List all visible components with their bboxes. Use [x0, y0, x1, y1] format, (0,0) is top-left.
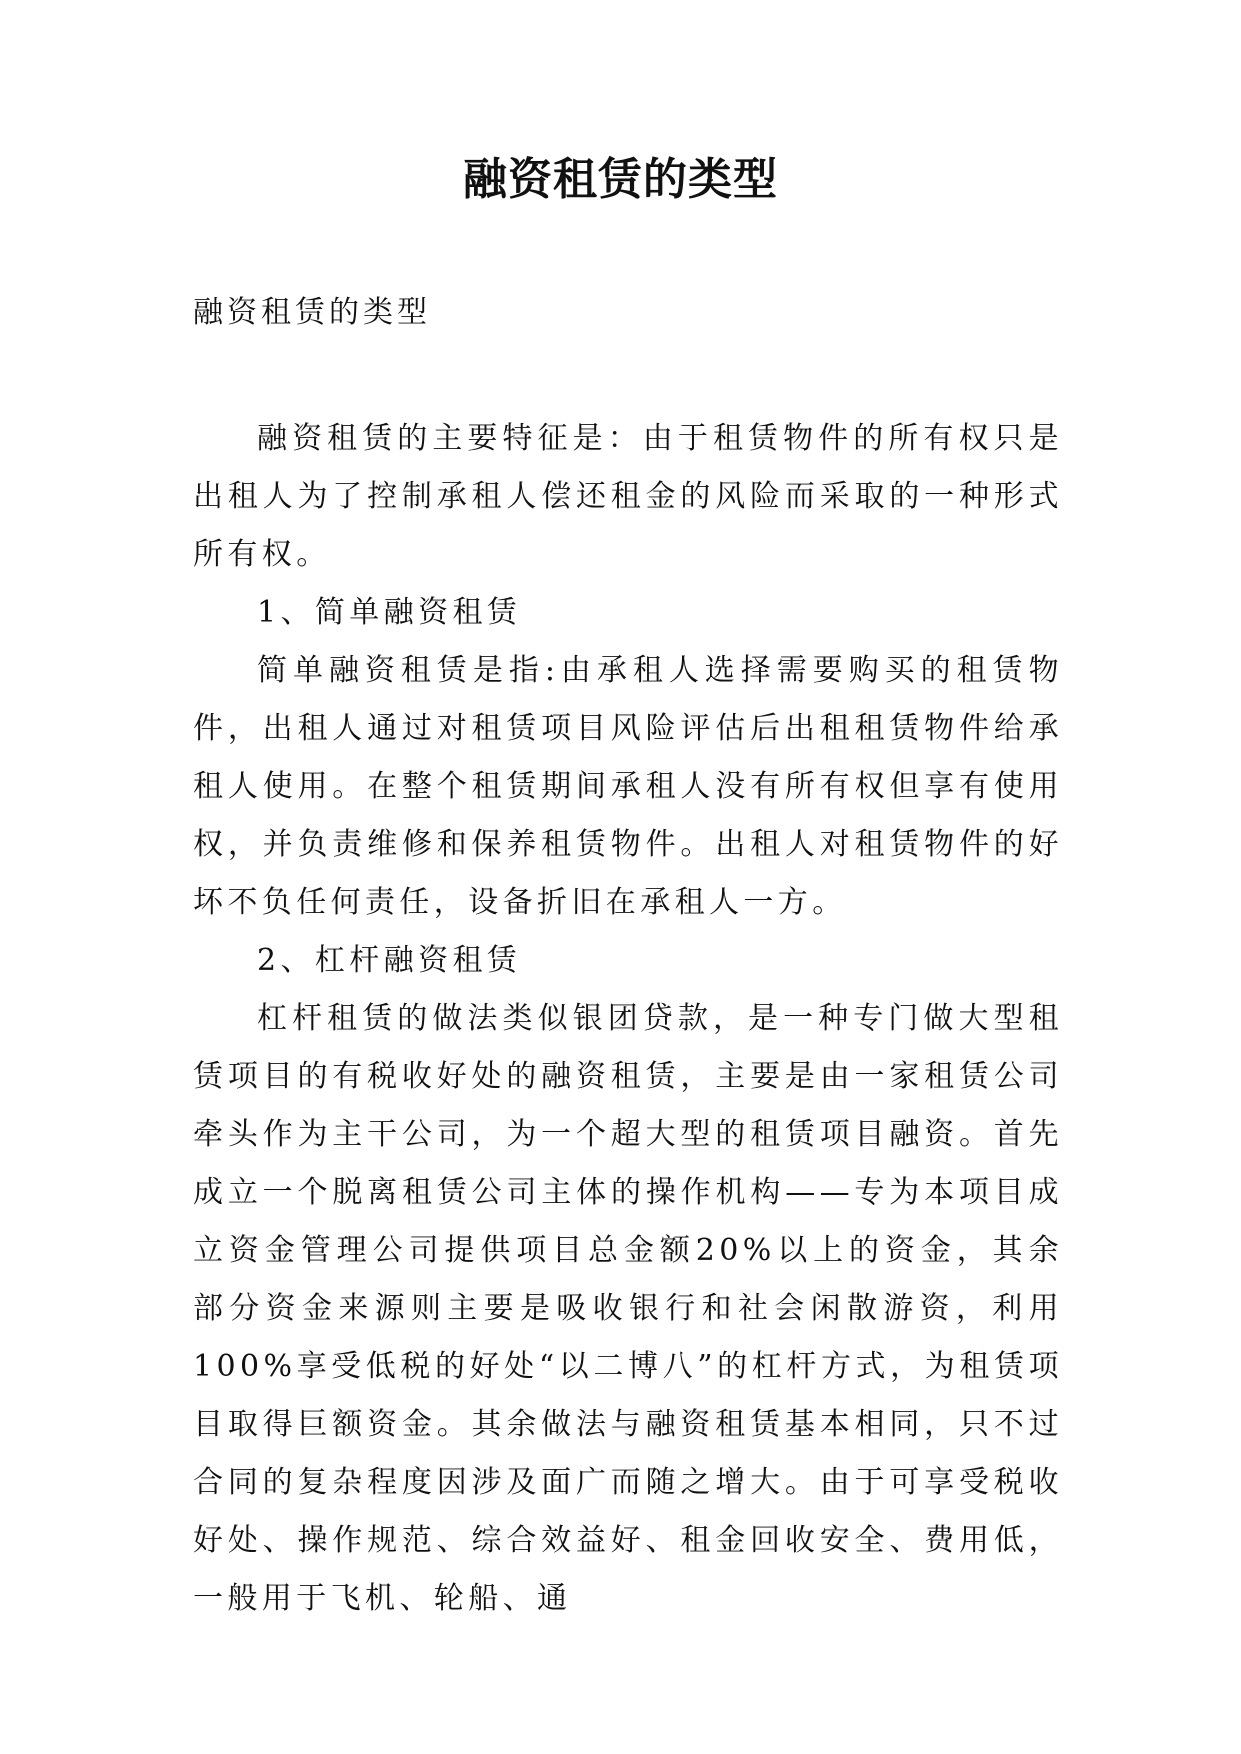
paragraph-intro: 融资租赁的主要特征是：由于租赁物件的所有权只是出租人为了控制承租人偿还租金的风险而采取的一种形式所有权。 [193, 421, 1063, 572]
section-heading-leveraged-leasing: 2、杠杆融资租赁 [257, 943, 522, 978]
section-heading-simple-leasing: 1、简单融资租赁 [257, 595, 522, 630]
paragraph-simple-leasing: 简单融资租赁是指:由承租人选择需要购买的租赁物件，出租人通过对租赁项目风险评估后出租租赁物件给承租人使用。在整个租赁期间承租人没有所有权但享有使用权，并负责维修和保养租赁物件。出租人对租赁物件的好坏不负任何责任，设备折旧在承租人一方。 [193, 653, 1063, 920]
document-subtitle: 融资租赁的类型 [193, 295, 431, 330]
document-body [193, 410, 1063, 1628]
paragraph-leveraged-leasing: 杠杆租赁的做法类似银团贷款，是一种专门做大型租赁项目的有税收好处的融资租赁，主要是由一家租赁公司牵头作为主干公司，为一个超大型的租赁项目融资。首先成立一个脱离租赁公司主体的操作机构——专为本项目成立资金管理公司提供项目总金额20%以上的资金，其余部分资金来源则主要是吸收银行和社会闲散游资，利用100%享受低税的好处“以二博八”的杠杆方式，为租赁项目取得巨额资金。其余做法与融资租赁基本相同，只不过合同的复杂程度因涉及面广而随之增大。由于可享受税收好处、操作规范、综合效益好、租金回收安全、费用低，一般用于飞机、轮船、通 [193, 1001, 1063, 1616]
document-title: 融资租赁的类型 [463, 154, 778, 205]
